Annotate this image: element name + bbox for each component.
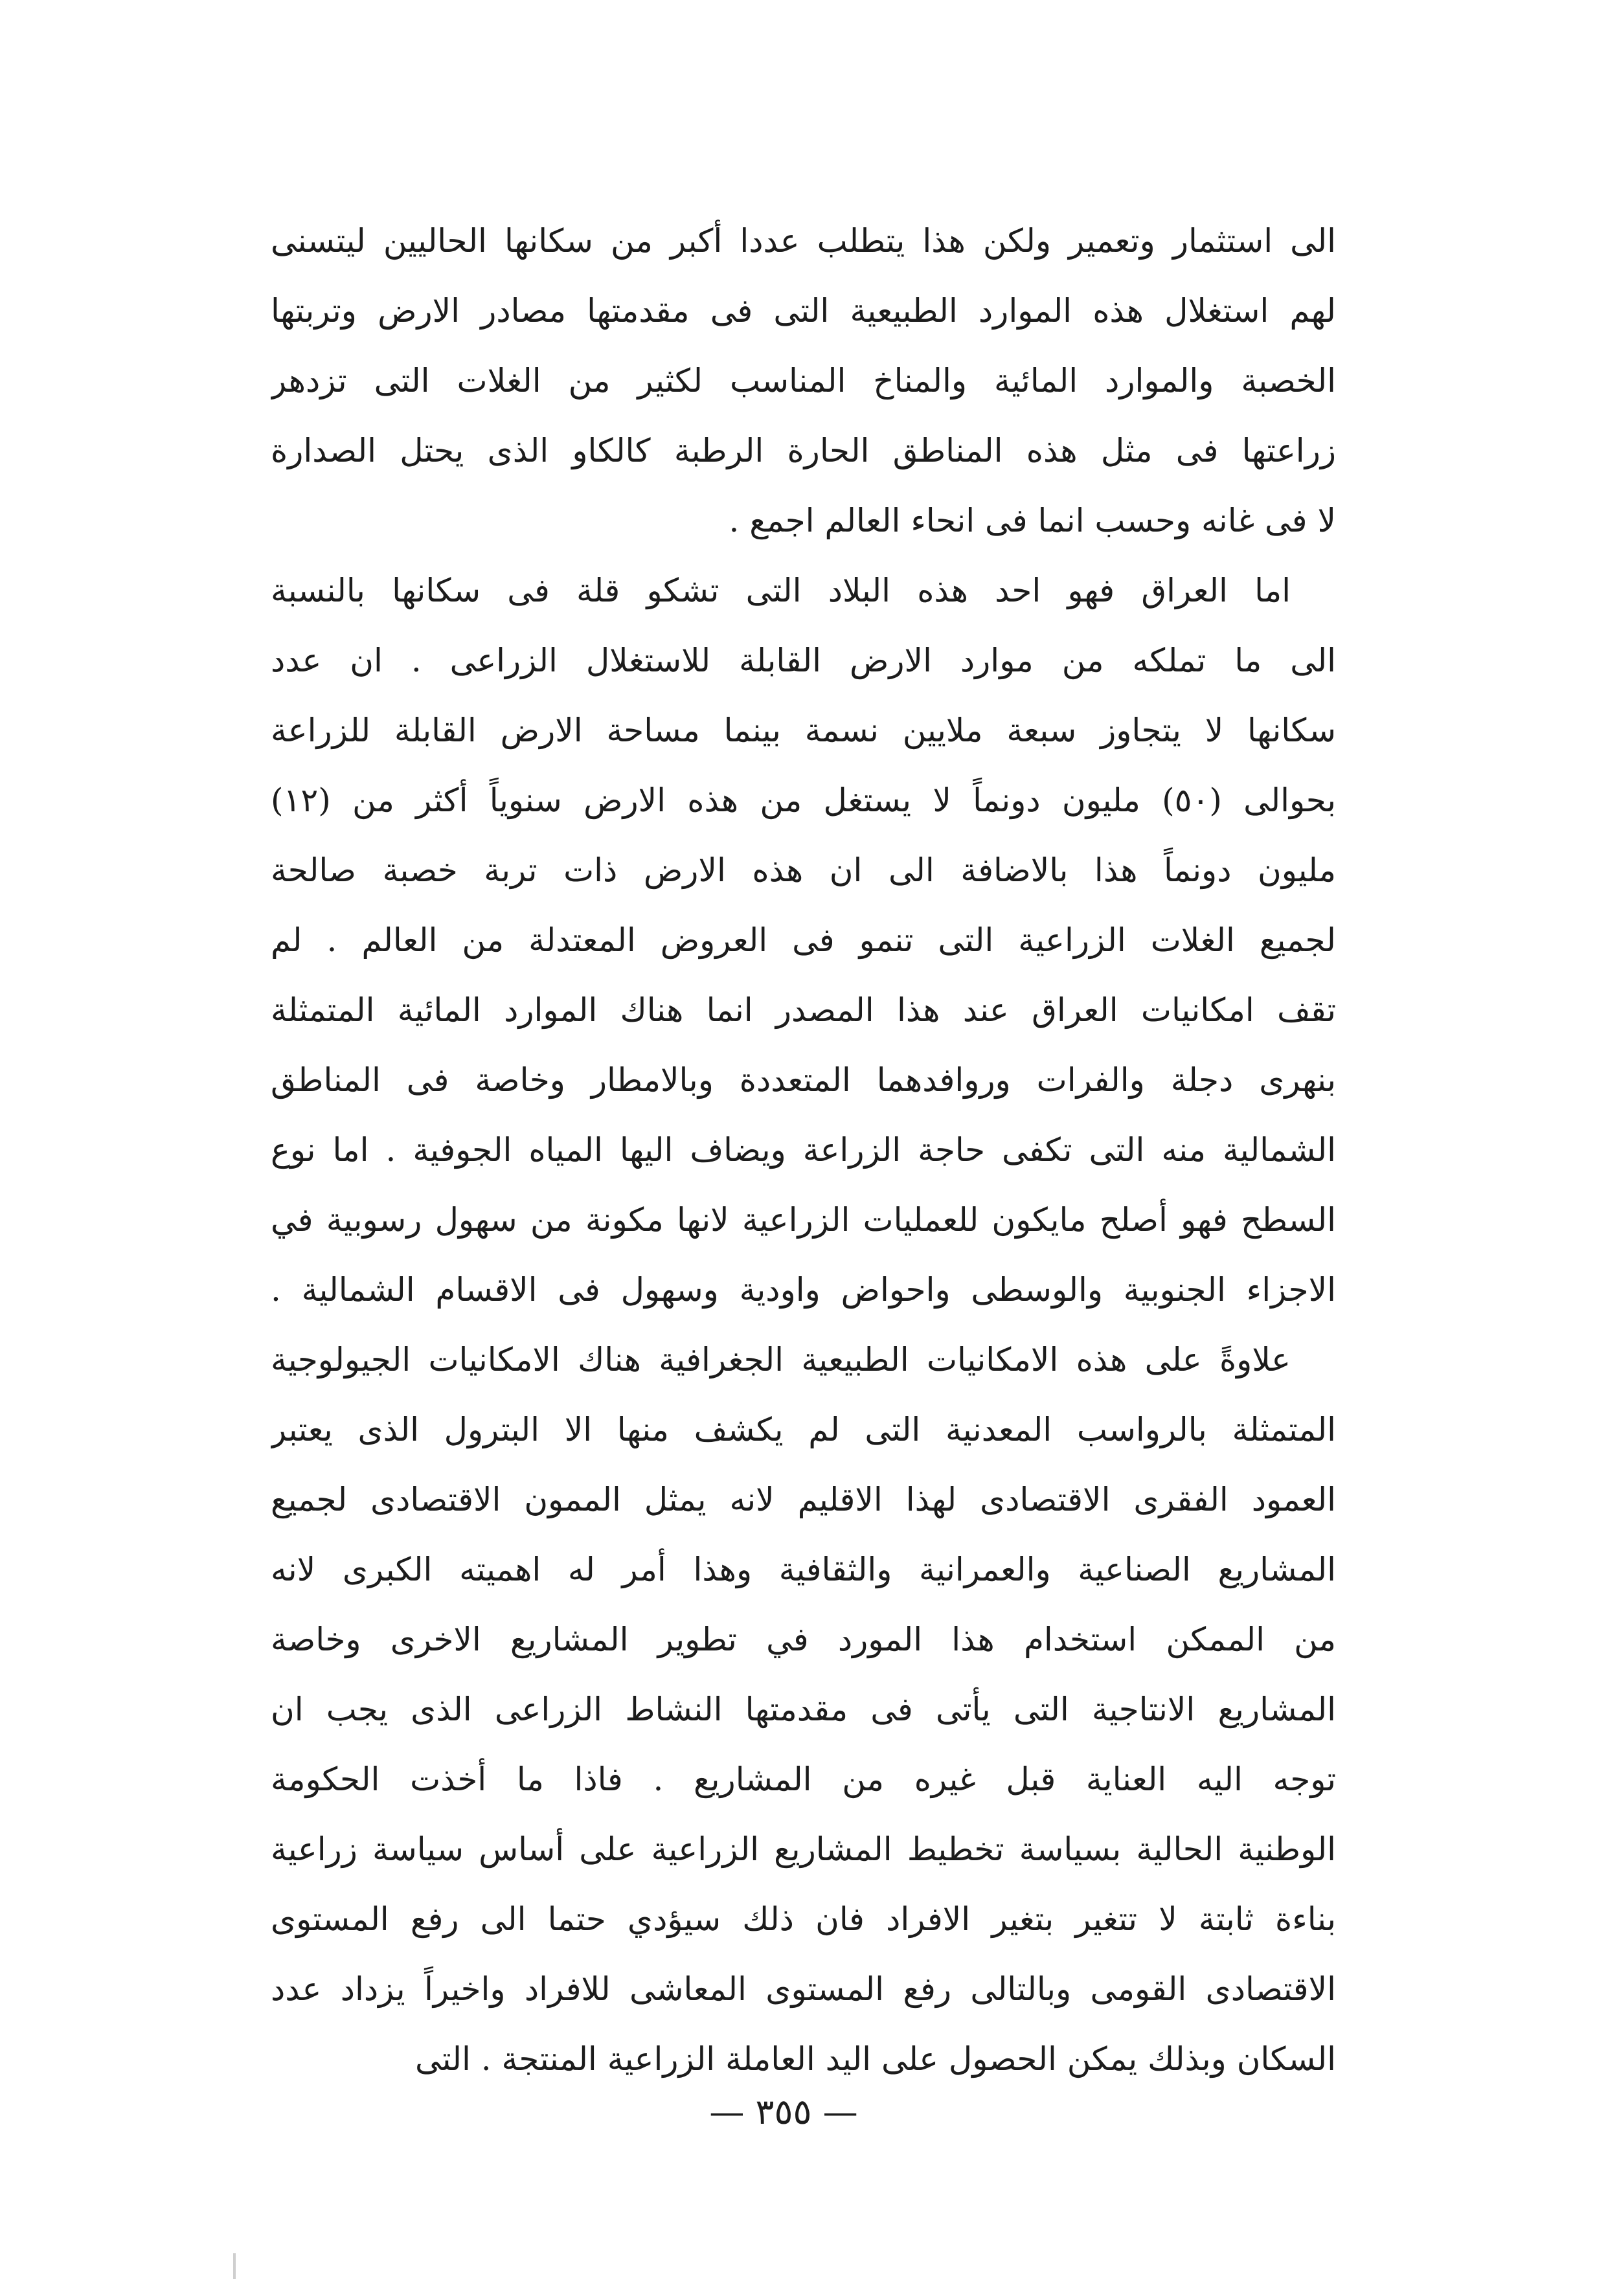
text-line: الوطنية الحالية بسياسة تخطيط المشاريع الزراعية على أساس سياسة زراعية [271, 1830, 1336, 1868]
text-line: الخصبة والموارد المائية والمناخ المناسب لكثير من الغلات التى تزدهر [271, 362, 1336, 400]
body-text [271, 206, 1336, 2094]
text-line: المشاريع الانتاجية التى يأتى فى مقدمتها النشاط الزراعى الذى يجب ان [271, 1691, 1336, 1728]
text-line: بحوالى (٥٠) مليون دونماً لا يستغل من هذه الارض سنوياً أكثر من (١٢) [271, 782, 1336, 819]
text-line: المتمثلة بالرواسب المعدنية التى لم يكشف منها الا البترول الذى يعتبر [271, 1411, 1336, 1448]
text-line: اما العراق فهو احد هذه البلاد التى تشكو قلة فى سكانها بالنسبة [271, 572, 1291, 609]
page-number: — ٣٥٥ — [709, 2091, 858, 2132]
text-line: الشمالية منه التى تكفى حاجة الزراعة ويضاف اليها المياه الجوفية . اما نوع [271, 1131, 1336, 1169]
text-line: لا فى غانه وحسب انما فى انحاء العالم اجمع . [729, 502, 1336, 539]
text-line: سكانها لا يتجاوز سبعة ملايين نسمة بينما مساحة الارض القابلة للزراعة [271, 712, 1336, 749]
text-line: توجه اليه العناية قبل غيره من المشاريع . فاذا ما أخذت الحكومة [271, 1761, 1336, 1798]
text-line: الى استثمار وتعمير ولكن هذا يتطلب عددا أكبر من سكانها الحاليين ليتسنى [271, 222, 1336, 260]
text-line: السكان وبذلك يمكن الحصول على اليد العاملة الزراعية المنتجة . التى [414, 2040, 1336, 2078]
text-line: السطح فهو أصلح مايكون للعمليات الزراعية لانها مكونة من سهول رسوبية في [271, 1201, 1336, 1239]
text-line: الى ما تملكه من موارد الارض القابلة للاستغلال الزراعى . ان عدد [271, 642, 1336, 679]
text-line: زراعتها فى مثل هذه المناطق الحارة الرطبة كالكاو الذى يحتل الصدارة [271, 432, 1336, 469]
scan-mark [233, 2253, 236, 2279]
text-line: من الممكن استخدام هذا المورد في تطوير المشاريع الاخرى وخاصة [271, 1621, 1336, 1658]
text-line: المشاريع الصناعية والعمرانية والثقافية وهذا أمر له اهميته الكبرى لانه [271, 1551, 1336, 1588]
text-line: بناءة ثابتة لا تتغير بتغير الافراد فان ذلك سيؤدي حتما الى رفع المستوى [271, 1900, 1336, 1938]
text-line: الاقتصادى القومى وبالتالى رفع المستوى المعاشى للافراد واخيراً يزداد عدد [271, 1970, 1336, 2008]
text-line: لهم استغلال هذه الموارد الطبيعية التى فى مقدمتها مصادر الارض وتربتها [271, 292, 1336, 330]
text-line: مليون دونماً هذا بالاضافة الى ان هذه الارض ذات تربة خصبة صالحة [271, 851, 1336, 889]
text-line: بنهرى دجلة والفرات وروافدهما المتعددة وبالامطار وخاصة فى المناطق [271, 1061, 1336, 1099]
text-line: لجميع الغلات الزراعية التى تنمو فى العروض المعتدلة من العالم . لم [271, 921, 1336, 959]
text-line: تقف امكانيات العراق عند هذا المصدر انما هناك الموارد المائية المتمثلة [271, 991, 1336, 1029]
text-line: علاوةً على هذه الامكانيات الطبيعية الجغرافية هناك الامكانيات الجيولوجية [271, 1341, 1291, 1379]
text-line: الاجزاء الجنوبية والوسطى واحواض واودية وسهول فى الاقسام الشمالية . [271, 1271, 1336, 1309]
text-line: العمود الفقرى الاقتصادى لهذا الاقليم لانه يمثل الممون الاقتصادى لجميع [271, 1481, 1336, 1518]
